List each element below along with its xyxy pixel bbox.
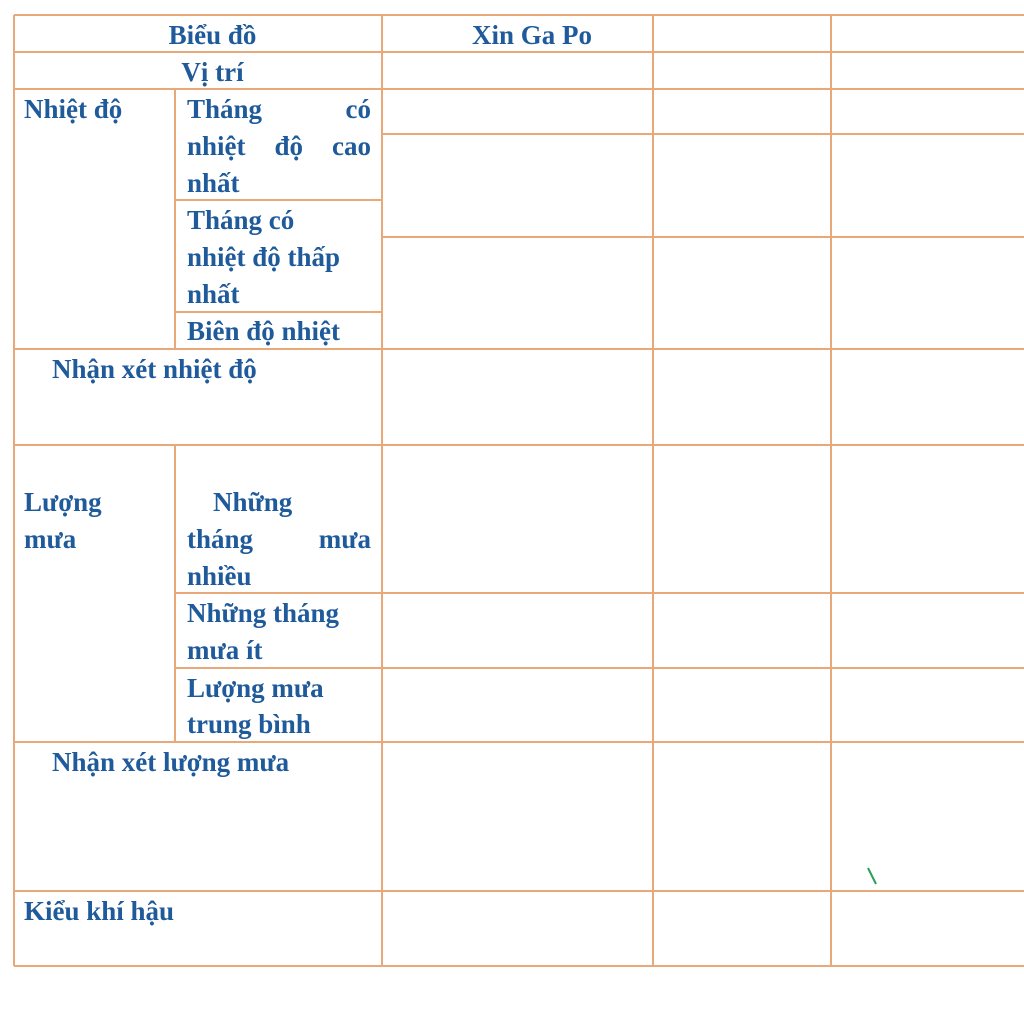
lowest-temp-line-3: nhất — [187, 279, 240, 309]
dry-months-line-1: Những tháng — [187, 598, 340, 628]
rainfall-comment-label: Nhận xét lượng mưa — [52, 747, 290, 777]
highest-temp-line-1 — [187, 91, 371, 128]
pen-stroke-mark — [866, 866, 878, 886]
climate-type-label: Kiểu khí hậu — [24, 896, 175, 926]
header-station-label: Xin Ga Po — [471, 20, 592, 50]
highest-temp-word: Tháng — [187, 94, 263, 124]
highest-temp-word: có — [345, 94, 371, 124]
rainy-months-word: mưa — [318, 524, 371, 554]
rainfall-group-label-line-1: Lượng — [24, 487, 102, 517]
average-rainfall-line-2: trung bình — [187, 709, 311, 739]
highest-temp-word: nhiệt — [187, 131, 246, 161]
temperature-comment-label: Nhận xét nhiệt độ — [52, 354, 257, 384]
rainy-months-word: tháng — [187, 524, 254, 554]
rainfall-group-label-line-2: mưa — [24, 524, 77, 554]
rainy-months-line-2 — [187, 521, 371, 558]
location-label: Vị trí — [181, 57, 244, 87]
temperature-amplitude-label: Biên độ nhiệt — [187, 316, 341, 346]
rainy-months-line-3: nhiều — [187, 561, 252, 591]
highest-temp-word: cao — [332, 131, 371, 161]
rainy-months-line-1: Những — [213, 487, 293, 517]
highest-temp-line-2 — [187, 128, 371, 165]
lowest-temp-line-1: Tháng có — [187, 205, 295, 235]
highest-temp-line-3: nhất — [187, 168, 240, 198]
dry-months-line-2: mưa ít — [187, 635, 263, 665]
average-rainfall-line-1: Lượng mưa — [187, 673, 324, 703]
temperature-group-label: Nhiệt độ — [24, 94, 123, 124]
highest-temp-word: độ — [274, 131, 304, 161]
header-chart-label: Biểu đồ — [168, 20, 257, 50]
lowest-temp-line-2: nhiệt độ thấp — [187, 242, 341, 272]
